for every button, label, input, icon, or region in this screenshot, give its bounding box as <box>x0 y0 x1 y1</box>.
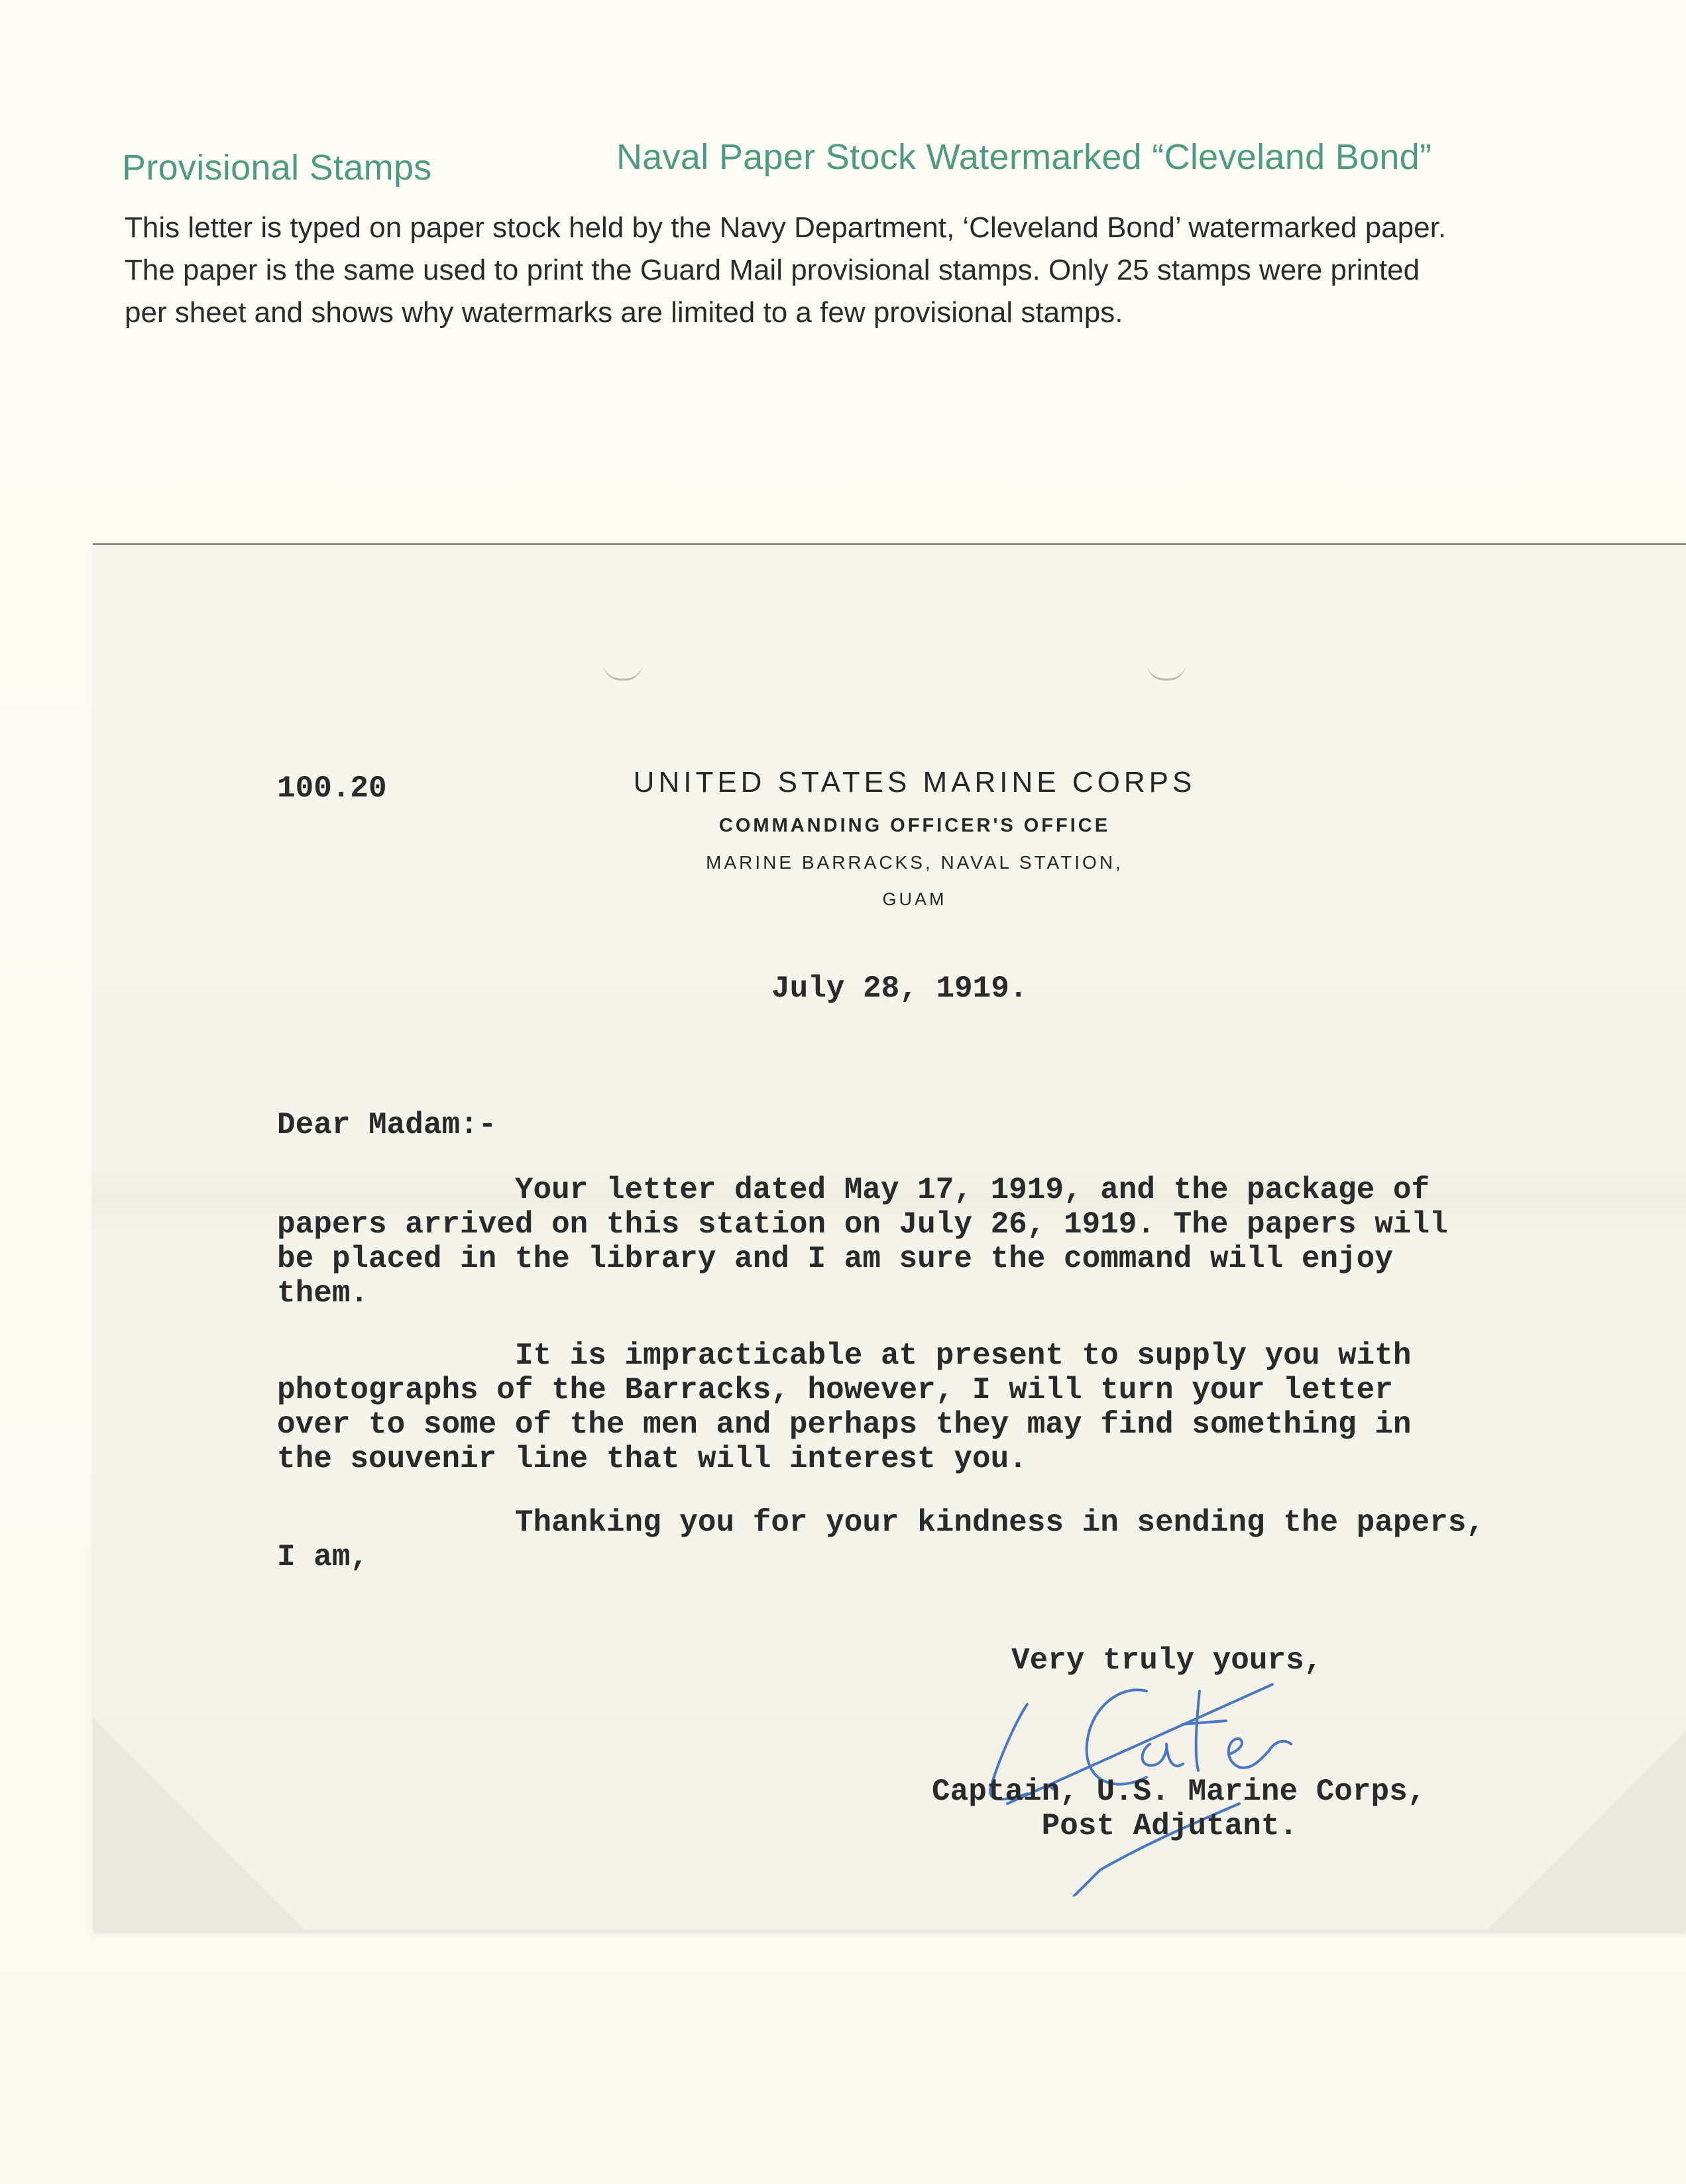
paragraph-line: It is impracticable at present to supply you with <box>277 1338 1412 1373</box>
paragraph-line: papers arrived on this station on July 26, 1919. The papers will <box>277 1207 1448 1242</box>
punch-mark <box>603 663 643 681</box>
letterhead-place: GUAM <box>882 889 947 909</box>
paragraph-2 <box>277 1338 1411 1476</box>
paragraph-line: I am, <box>277 1540 369 1574</box>
description-line: This letter is typed on paper stock held by the Navy Department, ‘Cleveland Bond’ watermarked paper. <box>125 211 1447 244</box>
paragraph-1 <box>277 1173 1448 1311</box>
signature-line: Post Adjutant. <box>932 1809 1298 1843</box>
signature-block <box>932 1774 1426 1843</box>
mount-corner-left <box>93 1718 305 1930</box>
file-number: 100.20 <box>277 771 387 806</box>
letter-date: July 28, 1919. <box>771 971 1028 1006</box>
paragraph-3 <box>277 1505 1485 1574</box>
closing: Very truly yours, <box>1011 1643 1323 1678</box>
punch-mark <box>1147 663 1186 681</box>
salutation: Dear Madam:- <box>277 1108 497 1142</box>
paragraph-line: them. <box>277 1276 369 1311</box>
paragraph-line: Thanking you for your kindness in sending the papers, <box>277 1505 1485 1540</box>
heading-naval-paper-stock: Naval Paper Stock Watermarked “Cleveland Bond” <box>616 137 1432 177</box>
album-description <box>125 207 1642 334</box>
letter-sheet <box>93 543 1686 1930</box>
paragraph-line: the souvenir line that will interest you. <box>277 1442 1027 1476</box>
heading-provisional-stamps: Provisional Stamps <box>122 148 432 188</box>
letterhead-office: COMMANDING OFFICER'S OFFICE <box>718 815 1111 836</box>
description-line: The paper is the same used to print the Guard Mail provisional stamps. Only 25 stamps were printed <box>125 254 1420 286</box>
letterhead-title: UNITED STATES MARINE CORPS <box>633 766 1196 798</box>
signature-line: Captain, U.S. Marine Corps, <box>932 1774 1426 1809</box>
paragraph-line: over to some of the men and perhaps they may find something in <box>277 1407 1412 1442</box>
mount-corner-right <box>1487 1731 1686 1930</box>
paragraph-line: be placed in the library and I am sure the command will enjoy <box>277 1242 1393 1276</box>
handwritten-signature <box>928 1645 1432 1896</box>
paragraph-line: Your letter dated May 17, 1919, and the package of <box>277 1173 1430 1207</box>
description-line: per sheet and shows why watermarks are limited to a few provisional stamps. <box>125 296 1123 329</box>
letterhead-location: MARINE BARRACKS, NAVAL STATION, <box>706 852 1123 873</box>
paragraph-line: photographs of the Barracks, however, I will turn your letter <box>277 1373 1393 1407</box>
